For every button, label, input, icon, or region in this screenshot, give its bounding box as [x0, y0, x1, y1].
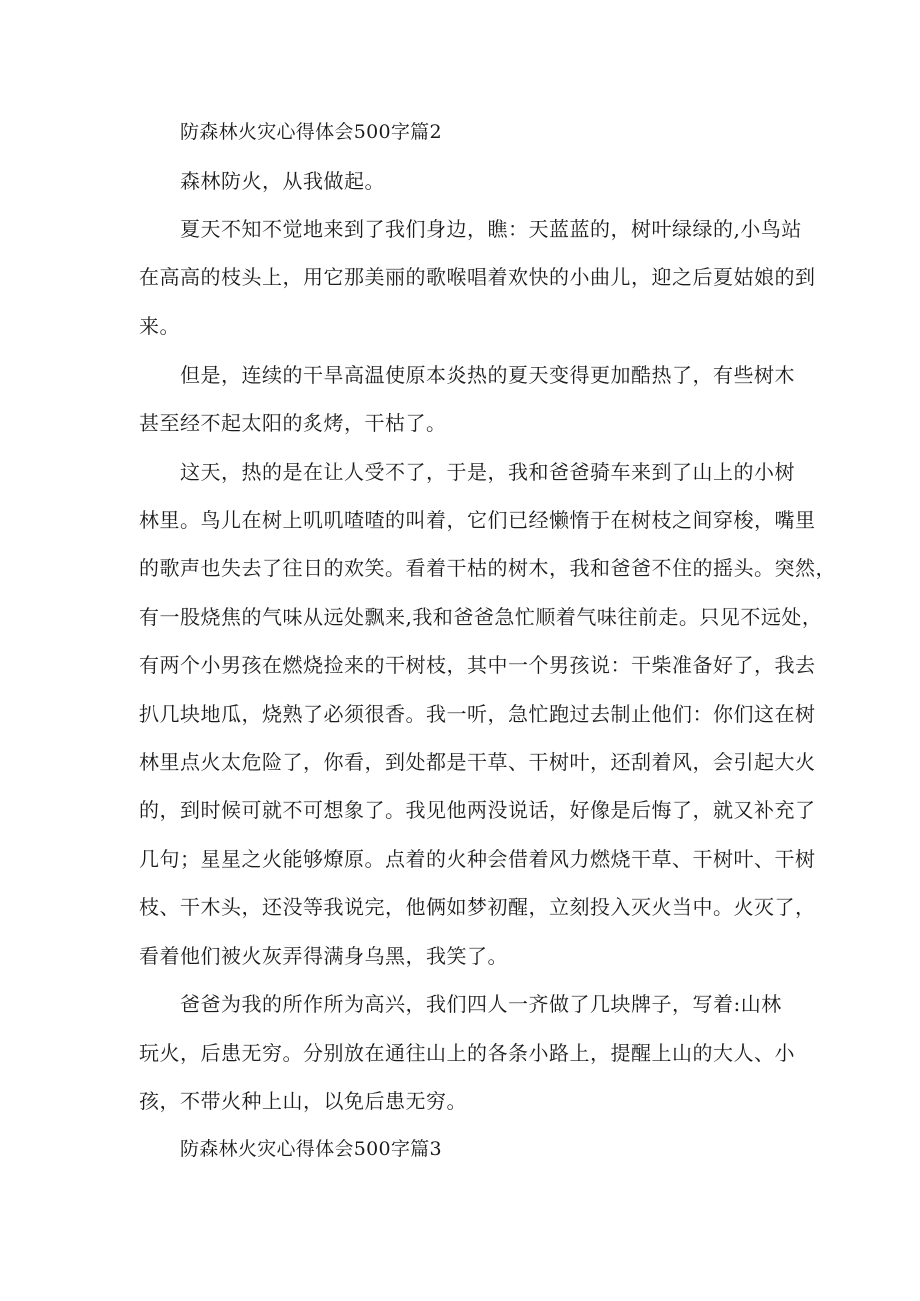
paragraph-line: 的歌声也失去了往日的欢笑。看着干枯的树木，我和爸爸不住的摇头。突然， [139, 556, 836, 580]
paragraph-line: 有一股烧焦的气味从远处飘来,我和爸爸急忙顺着气味往前走。只见不远处， [139, 605, 823, 629]
paragraph-line: 扒几块地瓜，烧熟了必须很香。我一听，急忙跑过去制止他们：你们这在树 [139, 702, 816, 726]
paragraph-line: 看着他们被火灰弄得满身乌黑，我笑了。 [139, 944, 508, 968]
paragraph-line: 爸爸为我的所作所为高兴，我们四人一齐做了几块牌子，写着:山林 [180, 992, 782, 1016]
paragraph-line: 玩火，后患无穷。分别放在通往山上的各条小路上，提醒上山的大人、小 [139, 1041, 795, 1065]
paragraph-line: 几句；星星之火能够燎原。点着的火种会借着风力燃烧干草、干树叶、干树 [139, 847, 816, 871]
subtitle: 森林防火，从我做起。 [180, 169, 385, 193]
paragraph-line: 在高高的枝头上，用它那美丽的歌喉唱着欢快的小曲儿，迎之后夏姑娘的到 [139, 265, 816, 289]
paragraph-line: 林里。鸟儿在树上叽叽喳喳的叫着，它们已经懒惰于在树枝之间穿梭，嘴里 [139, 508, 816, 532]
section-heading-3: 防森林火灾心得体会500字篇3 [180, 1138, 442, 1160]
section-heading-2: 防森林火灾心得体会500字篇2 [180, 121, 442, 143]
paragraph-line: 林里点火太危险了，你看，到处都是干草、干树叶，还刮着风，会引起大火 [139, 750, 816, 774]
paragraph-line: 来。 [139, 314, 180, 338]
paragraph-line: 夏天不知不觉地来到了我们身边，瞧：天蓝蓝的，树叶绿绿的,小鸟站 [180, 217, 802, 241]
paragraph-line: 这天，热的是在让人受不了，于是，我和爸爸骑车来到了山上的小树 [180, 460, 795, 484]
paragraph-line: 孩，不带火种上山，以免后患无穷。 [139, 1089, 467, 1113]
paragraph-line: 的，到时候可就不可想象了。我见他两没说话，好像是后悔了，就又补充了 [139, 798, 816, 822]
paragraph-line: 有两个小男孩在燃烧捡来的干树枝，其中一个男孩说：干柴准备好了，我去 [139, 653, 816, 677]
paragraph-line: 甚至经不起太阳的炙烤，干枯了。 [139, 411, 447, 435]
paragraph-line: 枝、干木头，还没等我说完，他俩如梦初醒，立刻投入灭火当中。火灭了， [139, 895, 816, 919]
paragraph-line: 但是，连续的干旱高温使原本炎热的夏天变得更加酷热了，有些树木 [180, 363, 795, 387]
